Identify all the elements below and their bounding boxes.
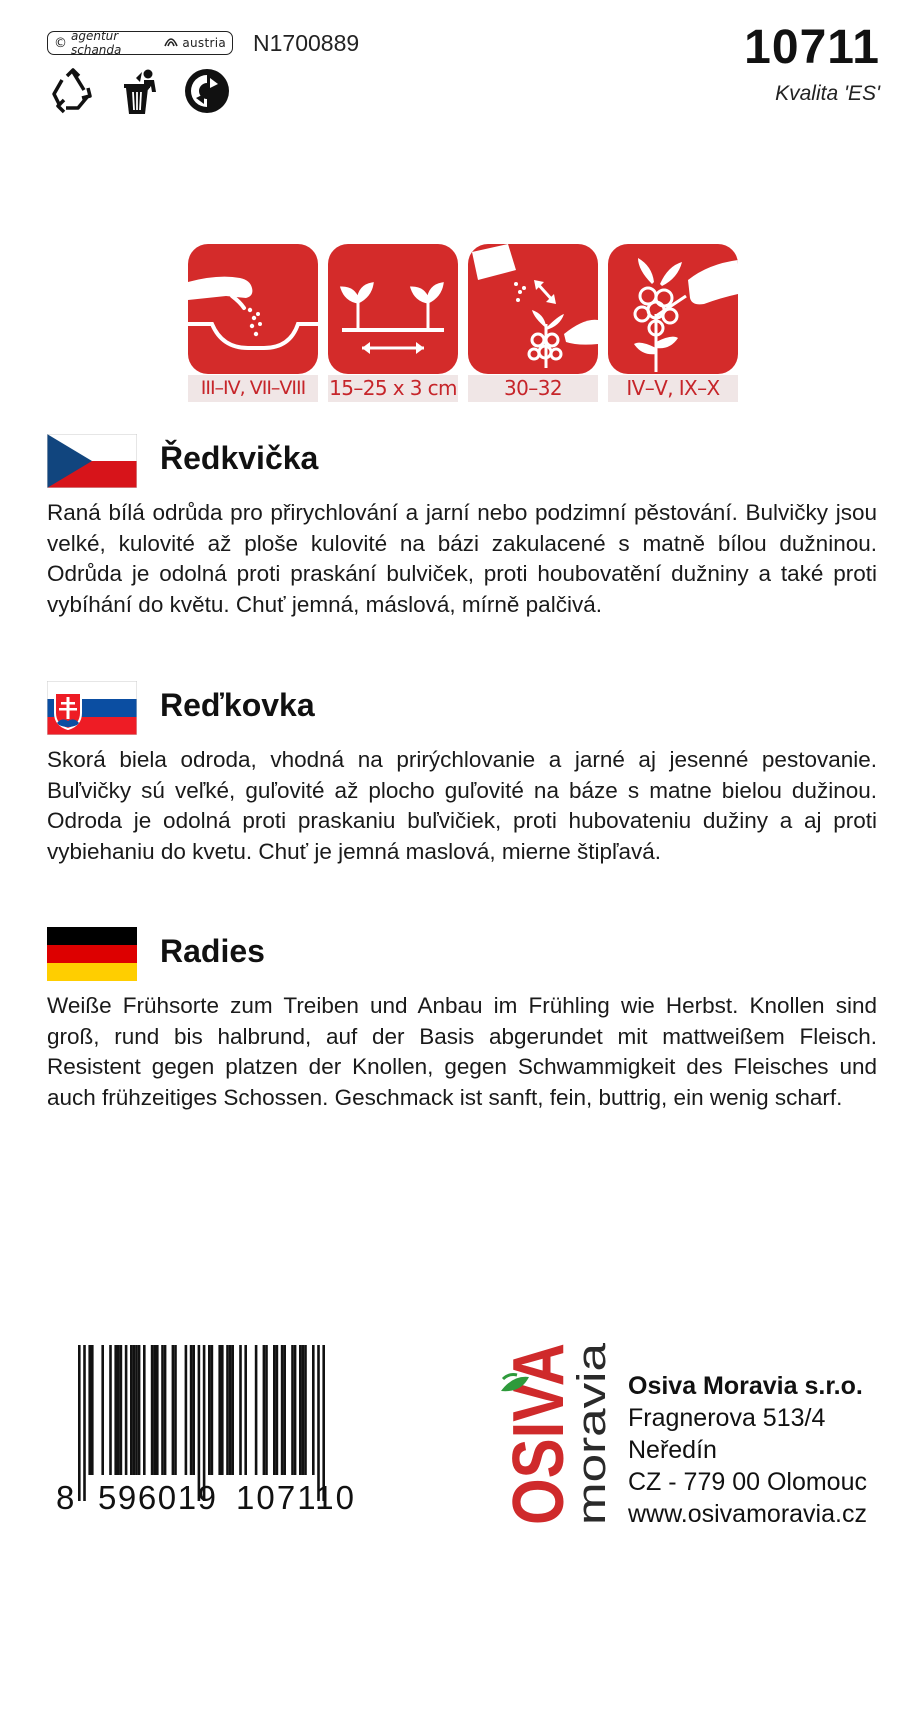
barcode-bar <box>283 1345 286 1475</box>
barcode-right-digits: 107110 <box>236 1479 354 1516</box>
barcode-bar <box>317 1345 320 1501</box>
panel-sowing-time <box>188 244 318 402</box>
barcode-bar <box>299 1345 302 1475</box>
seed-packet-icon <box>468 244 598 374</box>
ean-barcode <box>56 1345 378 1516</box>
panel-spacing <box>328 244 458 402</box>
section-title-slovak: Reďkovka <box>160 687 315 723</box>
address-city: CZ - 779 00 Olomouc <box>628 1468 867 1496</box>
barcode-bar <box>88 1345 91 1475</box>
barcode-bar <box>302 1345 305 1475</box>
section-title-czech: Ředkvička <box>160 440 319 476</box>
barcode-bar <box>83 1345 86 1501</box>
barcode-bar <box>156 1345 159 1475</box>
logo-word-osiva: OSIVA <box>499 1337 579 1525</box>
german-flag-icon <box>47 927 137 981</box>
barcode-bar <box>231 1345 234 1475</box>
article-number: 10711 <box>744 21 880 74</box>
barcode-bar <box>239 1345 242 1475</box>
barcode-bar <box>312 1345 315 1475</box>
company-name: Osiva Moravia s.r.o. <box>628 1372 863 1400</box>
barcode-bar <box>125 1345 128 1475</box>
barcode-bar <box>294 1345 297 1475</box>
environment-icons <box>50 68 230 116</box>
barcode-bar <box>281 1345 284 1475</box>
seedling-spacing-icon <box>328 244 458 374</box>
company-address <box>628 1370 867 1530</box>
barcode-bar <box>185 1345 188 1475</box>
panel-days <box>468 244 598 402</box>
barcode-bar <box>221 1345 224 1475</box>
barcode-bar <box>161 1345 164 1475</box>
barcode-bar <box>276 1345 279 1475</box>
address-district: Neředín <box>628 1436 717 1464</box>
section-text-german: Weiße Frühsorte zum Treiben und Anbau im Frühling wie Herbst. Knollen sind groß, rund bis halbrund, auf der Basis abgerundet mit mattweißem Fleisch. Resistent gegen platzen der Knollen, gegen Schwammigkeit des Fleisches und auch frühzeitiges Schossen. Geschmack ist sanft, fein, buttrig, ein wenig scharf. <box>47 993 877 1110</box>
barcode-bar <box>291 1345 294 1475</box>
barcode-bar <box>273 1345 276 1475</box>
section-title-german: Radies <box>160 933 265 969</box>
panel-harvest-time <box>608 244 738 402</box>
barcode-bar <box>192 1345 195 1475</box>
panel-label: IV–V, IX–X <box>608 375 738 402</box>
barcode-left-digits: 596019 <box>98 1479 216 1516</box>
barcode-bar <box>133 1345 136 1475</box>
czech-flag-icon <box>47 434 137 488</box>
harvest-hand-icon <box>608 244 738 374</box>
barcode-bar <box>174 1345 177 1475</box>
green-dot-icon <box>184 68 230 116</box>
barcode-bar <box>101 1345 104 1475</box>
recycling-icon <box>50 68 96 116</box>
sowing-hand-icon <box>188 244 318 374</box>
company-website[interactable]: www.osivamoravia.cz <box>628 1500 867 1528</box>
barcode-bar <box>211 1345 214 1475</box>
barcode-bar <box>117 1345 120 1475</box>
section-text-slovak: Skorá biela odroda, vhodná na prirýchlovanie a jarné aj jesenné pestovanie. Buľvičky sú veľké, guľovité až plocho guľovité na báze s matne bielou dužinou. Odroda je odolná proti praskaniu buľvičiek, proti hubovateniu dužiny a aj proti vybiehaniu do kvetu. Chuť je jemná maslová, mierne štipľavá. <box>47 747 877 864</box>
barcode-bar <box>304 1345 307 1475</box>
barcode-bar <box>229 1345 232 1475</box>
barcode-bar <box>120 1345 123 1475</box>
barcode-bar <box>130 1345 133 1475</box>
agency-logo-icon <box>164 36 178 51</box>
agency-badge <box>47 31 233 55</box>
barcode-bar <box>143 1345 146 1475</box>
sowing-instructions <box>188 244 738 402</box>
tidyman-icon <box>118 68 162 116</box>
product-code: N1700889 <box>253 30 360 56</box>
barcode-bar <box>135 1345 138 1475</box>
barcode-bar <box>226 1345 229 1475</box>
barcode-bar <box>78 1345 81 1501</box>
barcode-bar <box>164 1345 167 1475</box>
slovak-flag-icon <box>47 681 137 735</box>
barcode-bar <box>263 1345 266 1475</box>
barcode-bar <box>265 1345 268 1475</box>
barcode-bar <box>91 1345 94 1475</box>
barcode-bar <box>109 1345 112 1475</box>
barcode-bars <box>56 1345 378 1516</box>
panel-label: III–IV, VII–VIII <box>188 375 318 402</box>
panel-label: 15–25 x 3 cm <box>329 376 457 400</box>
copyright-icon: © <box>54 35 67 51</box>
agency-country: austria <box>182 36 226 50</box>
address-street: Fragnerova 513/4 <box>628 1404 826 1432</box>
barcode-bar <box>138 1345 141 1475</box>
barcode-bar <box>198 1345 201 1501</box>
barcode-bar <box>190 1345 193 1475</box>
panel-label: 30–32 <box>468 375 598 402</box>
barcode-bar <box>153 1345 156 1475</box>
barcode-bar <box>114 1345 117 1475</box>
logo-word-moravia: moravia <box>570 1382 610 1525</box>
barcode-first-digit: 8 <box>56 1479 75 1516</box>
barcode-bar <box>151 1345 154 1475</box>
barcode-bar <box>208 1345 211 1475</box>
barcode-bar <box>172 1345 175 1475</box>
barcode-bar <box>218 1345 221 1475</box>
section-text-czech: Raná bílá odrůda pro přirychlování a jarní nebo podzimní pěstování. Bulvičky jsou velké, kulovité až ploše kulovité na bázi zakulacené s matně bílou dužninou. Odrůda je odolná proti praskání bulviček, proti houbovatění dužniny a také proti vybíhání do květu. Chuť jemná, máslová, mírně palčivá. <box>47 500 877 617</box>
osiva-moravia-logo <box>495 1337 610 1527</box>
barcode-bar <box>203 1345 206 1501</box>
agency-name: agentur schanda <box>71 29 122 57</box>
barcode-bar <box>255 1345 258 1475</box>
barcode-bar <box>244 1345 247 1475</box>
quality-grade: Kvalita 'ES' <box>775 82 880 105</box>
barcode-bar <box>322 1345 325 1501</box>
